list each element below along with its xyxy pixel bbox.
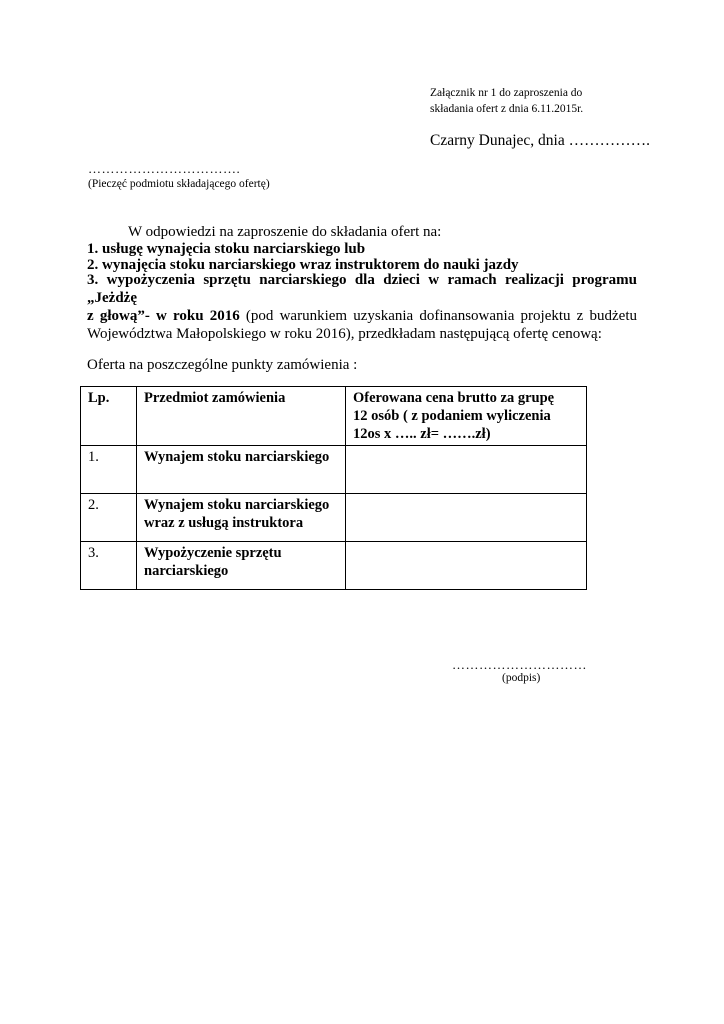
offer-item-2: 2. wynajęcia stoku narciarskiego wraz instruktorem do nauki jazdy	[87, 257, 519, 273]
offer-table	[80, 386, 587, 590]
intro-text: W odpowiedzi na zaproszenie do składania ofert na:	[128, 224, 442, 240]
header-price-line-3: 12os x ….. zł= …….zł)	[353, 426, 491, 442]
header-price-line-2: 12 osób ( z podaniem wyliczenia	[353, 408, 551, 424]
table-row	[81, 494, 587, 542]
row-lp: 1.	[81, 446, 137, 494]
stamp-dots: …………………………….	[88, 161, 241, 176]
offer-heading: Oferta na poszczególne punkty zamówienia :	[87, 357, 358, 373]
table-row	[81, 446, 587, 494]
signature-dots: …………………………	[452, 657, 587, 672]
place-date: Czarny Dunajec, dnia …………….	[430, 132, 650, 149]
header-price	[346, 387, 587, 446]
header-price-line-1: Oferowana cena brutto za grupę	[353, 390, 555, 406]
row-lp: 2.	[81, 494, 137, 542]
attachment-line-2: składania ofert z dnia 6.11.2015r.	[430, 103, 584, 115]
offer-item-3-line-1: 3. wypożyczenia sprzętu narciarskiego dla dzieci w ramach realizacji programu „Jeżdżę	[87, 272, 637, 306]
table-header-row	[81, 387, 587, 446]
row-subject	[137, 494, 346, 542]
row-subject-line-2: narciarskiego	[144, 563, 229, 579]
offer-item-3-line-3: Województwa Małopolskiego w roku 2016), przedkładam następującą ofertę cenową:	[87, 326, 602, 342]
row-subject-line-1: Wynajem stoku narciarskiego	[144, 497, 330, 513]
stamp-label: (Pieczęć podmiotu składającego ofertę)	[88, 178, 270, 190]
offer-item-1: 1. usługę wynajęcia stoku narciarskiego lub	[87, 241, 366, 257]
row-price-cell[interactable]	[346, 446, 587, 494]
row-subject	[137, 446, 346, 494]
row-lp: 3.	[81, 542, 137, 590]
row-subject-line-2: wraz z usługą instruktora	[144, 515, 304, 531]
attachment-line-1: Załącznik nr 1 do zaproszenia do	[430, 87, 583, 99]
row-subject-line-1: Wypożyczenie sprzętu	[144, 545, 282, 561]
offer-item-3-line-2: z głową”- w roku 2016 (pod warunkiem uzyskania dofinansowania projektu z budżetu	[87, 308, 637, 324]
row-subject	[137, 542, 346, 590]
row-price-cell[interactable]	[346, 542, 587, 590]
row-subject-line-1: Wynajem stoku narciarskiego	[144, 449, 330, 465]
header-subject: Przedmiot zamówienia	[137, 387, 346, 446]
header-lp: Lp.	[81, 387, 137, 446]
table-row	[81, 542, 587, 590]
offer-item-3	[87, 271, 637, 343]
row-price-cell[interactable]	[346, 494, 587, 542]
signature-label: (podpis)	[502, 672, 541, 684]
